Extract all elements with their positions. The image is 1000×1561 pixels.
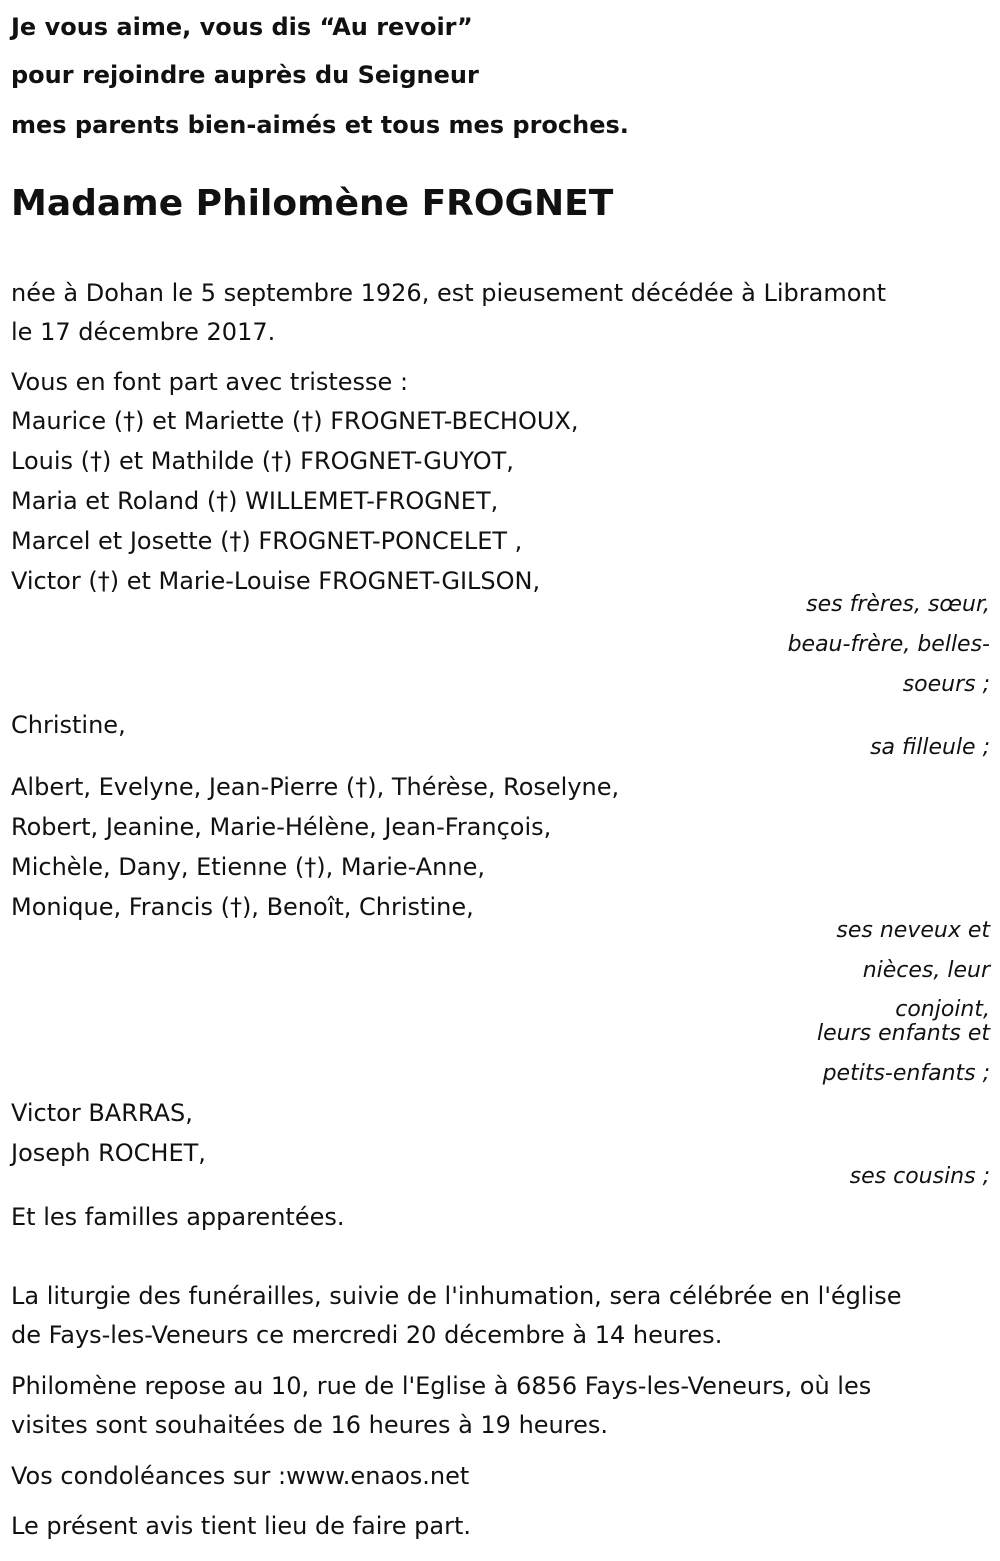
relation-label: soeurs ; — [902, 672, 990, 697]
nephew-line: Michèle, Dany, Etienne (†), Marie-Anne, — [11, 853, 485, 881]
nephew-line: Robert, Jeanine, Marie-Hélène, Jean-François, — [11, 813, 552, 841]
relation-label: ses frères, sœur, — [806, 592, 990, 617]
sibling-line: Maurice (†) et Mariette (†) FROGNET-BECHOUX, — [11, 407, 579, 435]
relation-label: petits-enfants ; — [822, 1061, 990, 1086]
funeral-line: de Fays-les-Veneurs ce mercredi 20 décembre à 14 heures. — [11, 1321, 723, 1349]
relation-label: sa filleule ; — [870, 735, 990, 760]
relation-label: ses neveux et — [836, 918, 990, 943]
announce-intro: Vous en font part avec tristesse : — [11, 368, 409, 396]
verse-line: mes parents bien-aimés et tous mes proches. — [11, 111, 629, 139]
families-line: Et les familles apparentées. — [11, 1203, 345, 1231]
deceased-name: Madame Philomène FROGNET — [11, 183, 614, 224]
relation-label: ses cousins ; — [849, 1164, 990, 1189]
notice-line: Le présent avis tient lieu de faire part. — [11, 1512, 471, 1540]
sibling-line: Victor (†) et Marie-Louise FROGNET-GILSON, — [11, 567, 541, 595]
sibling-line: Marcel et Josette (†) FROGNET-PONCELET , — [11, 527, 523, 555]
goddaughter-name: Christine, — [11, 711, 126, 739]
relation-label: nièces, leur — [862, 958, 990, 983]
relation-label: beau-frère, belles- — [787, 632, 990, 657]
nephew-line: Monique, Francis (†), Benoît, Christine, — [11, 893, 474, 921]
birth-death-line: née à Dohan le 5 septembre 1926, est pieusement décédée à Libramont — [11, 279, 887, 307]
nephew-line: Albert, Evelyne, Jean-Pierre (†), Thérèse, Roselyne, — [11, 773, 620, 801]
funeral-line: La liturgie des funérailles, suivie de l'inhumation, sera célébrée en l'église — [11, 1282, 902, 1310]
relation-label: conjoint, — [895, 997, 990, 1022]
relation-label: leurs enfants et — [817, 1021, 990, 1046]
birth-death-line: le 17 décembre 2017. — [11, 318, 276, 346]
verse-line: Je vous aime, vous dis “Au revoir” — [11, 13, 473, 41]
condolences-line: Vos condoléances sur :www.enaos.net — [11, 1462, 470, 1490]
verse-line: pour rejoindre auprès du Seigneur — [11, 61, 479, 89]
sibling-line: Maria et Roland (†) WILLEMET-FROGNET, — [11, 487, 499, 515]
repose-line: Philomène repose au 10, rue de l'Eglise à 6856 Fays-les-Veneurs, où les — [11, 1372, 872, 1400]
cousin-line: Joseph ROCHET, — [11, 1139, 206, 1167]
cousin-line: Victor BARRAS, — [11, 1099, 193, 1127]
repose-line: visites sont souhaitées de 16 heures à 19 heures. — [11, 1411, 608, 1439]
sibling-line: Louis (†) et Mathilde (†) FROGNET-GUYOT, — [11, 447, 514, 475]
